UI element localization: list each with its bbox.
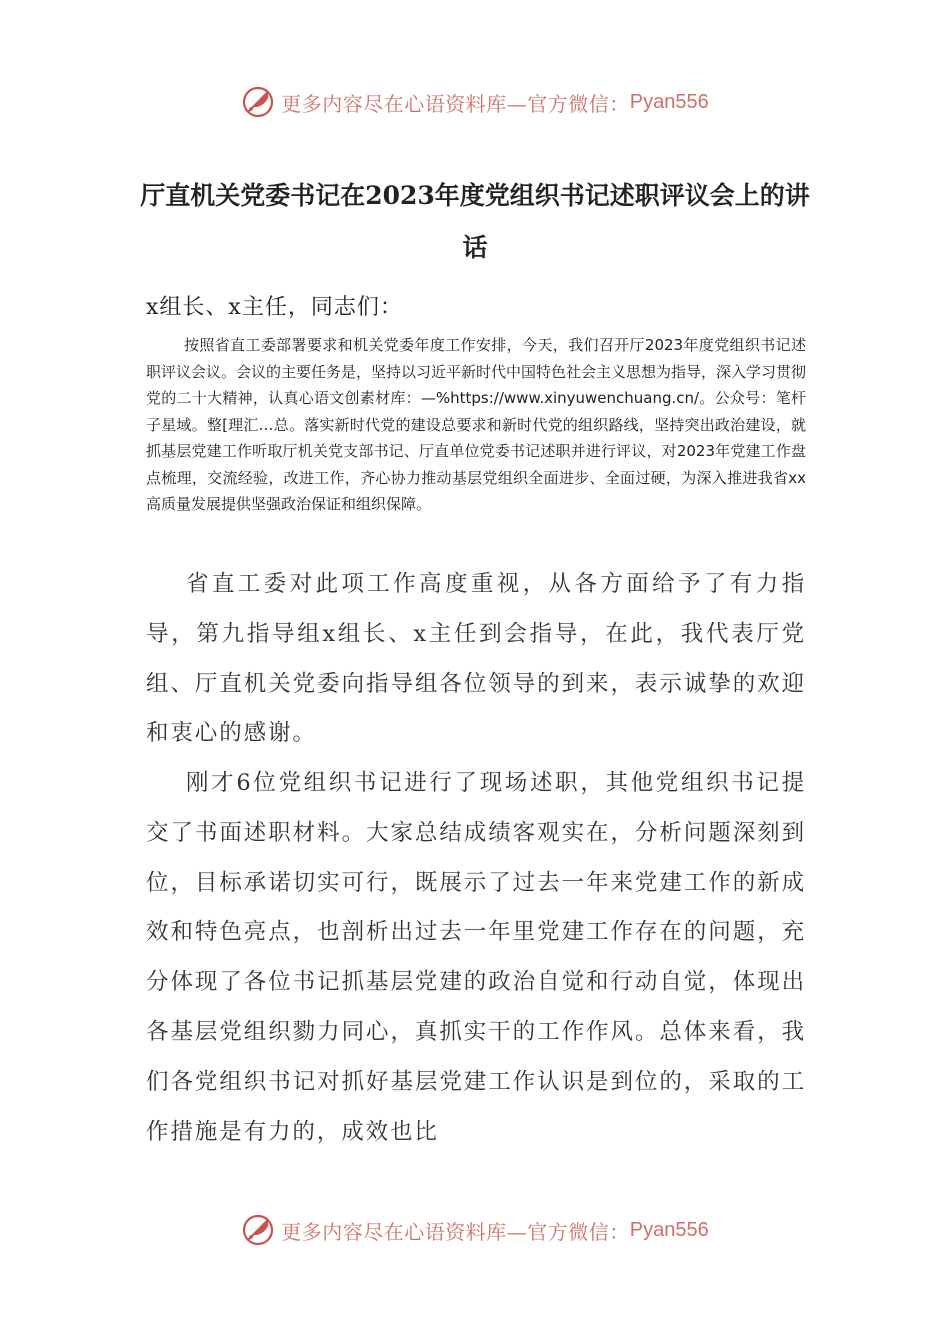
watermark-text: 更多内容尽在心语资料库—官方微信： <box>281 1219 630 1244</box>
watermark-wechat-id: Pyan556 <box>629 1218 709 1241</box>
watermark-text: 更多内容尽在心语资料库—官方微信： <box>281 91 630 116</box>
quill-pen-logo-icon <box>241 1213 275 1247</box>
watermark-wechat-id: Pyan556 <box>629 90 709 113</box>
paragraph-2: 省直工委对此项工作高度重视，从各方面给予了有力指导，第九指导组x组长、x主任到会指导，在此，我代表厅党组、厅直机关党委向指导组各位领导的到来，表示诚挚的欢迎和衷心的感谢。 <box>146 571 806 747</box>
paragraph-3: 刚才6位党组织书记进行了现场述职，其他党组织书记提交了书面述职材料。大家总结成绩客观实在，分析问题深刻到位，目标承诺切实可行，既展示了过去一年来党建工作的新成效和特色亮点，也剖析出过去一年里党建工作存在的问题，充分体现了各位书记抓基层党建的政治自觉和行动自觉，体现出各基层党组织勠力同心，真抓实干的工作作风。总体来看，我们各党组织书记对抓好基层党建工作认识是到位的，采取的工作措施是有力的，成效也比 <box>146 770 806 1145</box>
document-title: 厅直机关党委书记在2023年度党组织书记述职评议会上的讲话 <box>140 181 810 262</box>
watermark-banner-bottom <box>0 1210 950 1250</box>
watermark-banner-top <box>0 82 950 122</box>
paragraph-1: 按照省直工委部署要求和机关党委年度工作安排，今天，我们召开厅2023年度党组织书记述职评议会议。会议的主要任务是，坚持以习近平新时代中国特色社会主义思想为指导，深入学习贯彻党的二十大精神，认真心语文创素材库：—%https://www.xinyuwenchuang.cn/。公众号：笔杆子星域。整[理汇…总。落实新时代党的建设总要求和新时代党的组织路线，坚持突出政治建设，就抓基层党建工作听取厅机关党支部书记、厅直单位党委书记述职并进行评议，对2023年党建工作盘点梳理，交流经验，改进工作，齐心协力推动基层党组织全面进步、全面过硬，为深入推进我省xx高质量发展提供坚强政治保证和组织保障。 <box>146 336 807 513</box>
quill-pen-logo-icon <box>241 85 275 119</box>
salutation: x组长、x主任，同志们： <box>146 295 403 320</box>
